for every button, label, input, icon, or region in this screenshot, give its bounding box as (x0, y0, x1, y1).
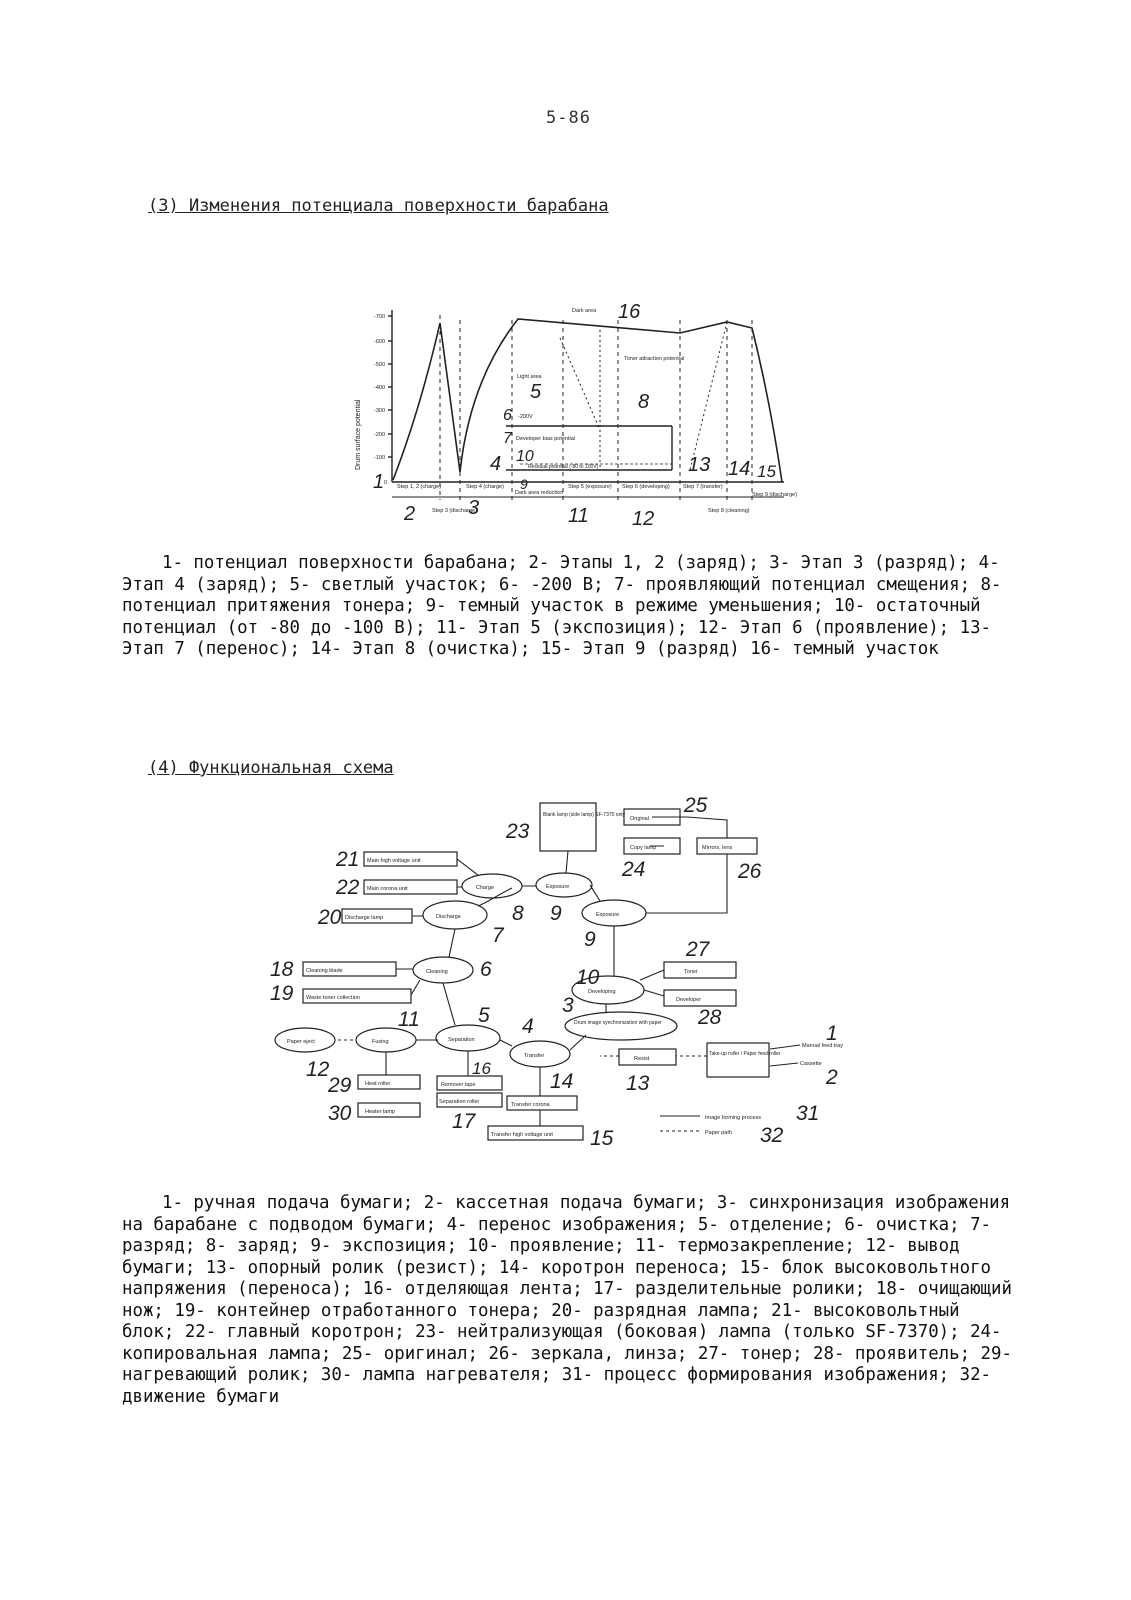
label-cassette: Cassette (800, 1061, 822, 1067)
y-tick: -400 (374, 385, 386, 391)
hand-number: 26 (738, 860, 762, 883)
y-tick: 0 (384, 480, 388, 486)
hand-number: 4 (522, 1015, 534, 1038)
ellipse-discharge: Discharge (436, 914, 461, 920)
box-heater-lamp: Heater lamp (365, 1109, 395, 1115)
y-tick: -700 (374, 314, 386, 320)
hand-number: 32 (760, 1124, 784, 1147)
box-discharge-lamp: Discharge lamp (345, 915, 384, 921)
hand-number: 13 (688, 454, 711, 476)
label-200v: -200V (518, 414, 533, 420)
hand-number: 16 (472, 1059, 491, 1078)
hand-number: 10 (576, 966, 600, 989)
hand-number: 3 (468, 497, 480, 519)
hand-number: 11 (398, 1008, 420, 1031)
key-paper-path: Paper path (705, 1130, 732, 1136)
hand-number: 1 (373, 471, 385, 493)
section-title-drum-potential: (3) Изменения потенциала поверхности барабана (148, 196, 609, 216)
hand-number: 8 (512, 902, 524, 925)
label-manual-feed: Manual feed tray (802, 1043, 843, 1049)
hand-number: 19 (270, 982, 294, 1005)
section-title-functional-scheme: (4) Функциональная схема (148, 758, 394, 778)
box-transfer-corona: Transfer corona (511, 1102, 550, 1108)
hand-number: 4 (490, 453, 502, 475)
box-blank-lamp: Blank lamp (side lamp) SF-7370 only (543, 812, 625, 818)
hand-number: 28 (698, 1006, 722, 1029)
hand-number: 15 (757, 462, 776, 481)
hand-number: 5 (478, 1004, 490, 1027)
label-step9: Step 9 (discharge) (752, 492, 797, 498)
label-residual: Residual potential (-80 to 100V) (528, 464, 599, 470)
hand-number: 13 (626, 1072, 650, 1095)
ellipse-exposure: Exposure (546, 884, 570, 890)
box-separation-roller: Separation roller (439, 1099, 480, 1105)
hand-number: 9 (520, 476, 528, 492)
hand-number: 22 (336, 876, 360, 899)
hand-number: 12 (632, 508, 655, 530)
hand-number: 25 (684, 794, 708, 817)
y-tick: -100 (374, 455, 386, 461)
y-tick: -500 (374, 362, 386, 368)
ellipse-paper-eject: Paper eject (287, 1039, 315, 1045)
y-tick: -600 (374, 339, 386, 345)
hand-number: 9 (584, 928, 596, 951)
label-step8: Step 8 (cleaning) (708, 508, 750, 514)
y-tick: -200 (374, 432, 386, 438)
box-heat-roller: Heat roller (365, 1081, 391, 1087)
label-light-area: Light area (517, 374, 542, 380)
ellipse-cleaning: Cleaning (426, 969, 448, 975)
ellipse-exposure: Exposure (596, 912, 620, 918)
label-step7: Step 7 (transfer) (683, 484, 723, 490)
box-cleaning-blade: Cleaning blade (306, 968, 343, 974)
hand-number: 21 (336, 848, 360, 871)
legend-text: 1- потенциал поверхности барабана; 2- Этапы 1, 2 (заряд); 3- Этап 3 (разряд); 4- Этап 4 (заряд); 5- светлый участок; 6- -200 В; 7- проявляющий потенциал смещения; 8- потенциал притяжения тонера; 9- темный участок в режиме уменьшения; 10- остаточный потенциал (от -80 до -100 В); 11- Этап 5 (экспозиция); 12- Этап 6 (проявление); 13- Этап 7 (перенос); 14- Этап 8 (очистка); 15- Этап 9 (разряд) 16- темный участок (122, 553, 1002, 659)
legend-functional-scheme (122, 1193, 1017, 1408)
label-step4: Step 4 (charge) (466, 484, 504, 490)
hand-number: 1 (826, 1022, 838, 1045)
box-waste-toner: Waste toner collection (306, 995, 360, 1001)
hand-number: 23 (506, 820, 530, 843)
hand-number: 31 (796, 1102, 820, 1125)
hand-number: 16 (618, 301, 641, 323)
box-mirrors: Mirrors, lens (702, 845, 733, 851)
key-image-process: Image forming process (705, 1115, 761, 1121)
hand-number: 6 (480, 958, 492, 981)
ellipse-transfer: Transfer (524, 1053, 545, 1059)
ellipse-drum-sync: Drum image synchronization with paper (574, 1020, 662, 1026)
box-remover-tape: Remover tape (441, 1082, 476, 1088)
hand-number: 8 (638, 391, 650, 413)
label-dark-reduction: Dark area reduction (515, 490, 564, 496)
hand-number: 17 (452, 1110, 476, 1133)
hand-number: 11 (568, 505, 589, 527)
hand-number: 5 (530, 381, 542, 403)
legend-text: 1- ручная подача бумаги; 2- кассетная подача бумаги; 3- синхронизация изображения на барабане с подводом бумаги; 4- перенос изображения; 5- отделение; 6- очистка; 7- разряд; 8- заряд; 9- экспозиция; 10- проявление; 11- термозакрепление; 12- вывод бумаги; 13- опорный ролик (резист); 14- коротрон переноса; 15- блок высоковольтного напряжения (переноса); 16- отделяющая лента; 17- разделительные ролики; 18- очищающий нож; 19- контейнер отработанного тонера; 20- разрядная лампа; 21- высоковольтный блок; 22- главный коротрон; 23- нейтрализующая (боковая) лампа (только SF-7370); 24- копировальная лампа; 25- оригинал; 26- зеркала, линза; 27- тонер; 28- проявитель; 29- нагревающий ролик; 30- лампа нагревателя; 31- процесс формирования изображения; 32- движение бумаги (122, 1193, 1012, 1407)
hand-number: 10 (516, 448, 534, 465)
hand-number: 18 (270, 958, 294, 981)
hand-number: 2 (826, 1066, 838, 1089)
hand-number: 14 (550, 1070, 574, 1093)
page-number: 5-86 (546, 108, 591, 128)
hand-number: 24 (622, 858, 646, 881)
y-axis-label: Drum surface potential (355, 399, 362, 470)
label-step12: Step 1, 2 (charge) (397, 484, 442, 490)
box-transfer-hv: Transfer high voltage unit (491, 1132, 553, 1138)
hand-number: 20 (318, 906, 342, 929)
ellipse-separation: Separation (448, 1037, 475, 1043)
hand-number: 7 (492, 924, 504, 947)
label-dark-area: Dark area (572, 308, 597, 314)
box-developer: Developer (676, 997, 702, 1003)
hand-number: 15 (590, 1127, 614, 1150)
hand-number: 3 (562, 994, 574, 1017)
hand-number: 2 (404, 503, 416, 525)
hand-number: 14 (728, 458, 751, 480)
box-main-corona: Main corona unit (367, 886, 408, 892)
hand-number: 12 (306, 1058, 330, 1081)
hand-number: 27 (686, 938, 710, 961)
box-copy-lamp: Copy lamp (630, 845, 657, 851)
hand-number: 29 (328, 1074, 352, 1097)
ellipse-fusing: Fusing (372, 1039, 389, 1045)
label-step6: Step 6 (developing) (622, 484, 670, 490)
label-toner-attraction: Toner attraction potential (624, 356, 685, 362)
ellipse-charge: Charge (476, 885, 495, 891)
hand-number: 30 (328, 1102, 352, 1125)
box-main-hv: Main high voltage unit (367, 858, 421, 864)
label-step3: Step 3 (discharge) (432, 508, 477, 514)
label-dev-bias: Developer bias potential (516, 436, 576, 442)
hand-number: 9 (550, 902, 562, 925)
box-takeup: Take-up roller / Paper feed roller (709, 1051, 781, 1057)
y-tick: -300 (374, 408, 386, 414)
box-resist: Resist (634, 1056, 650, 1062)
box-toner: Toner (684, 969, 698, 975)
ellipse-developing: Developing (588, 989, 616, 995)
box-original: Original (630, 816, 649, 822)
label-step5: Step 5 (exposure) (568, 484, 612, 490)
hand-number: 7 (503, 430, 512, 447)
hand-number: 6 (503, 407, 512, 424)
